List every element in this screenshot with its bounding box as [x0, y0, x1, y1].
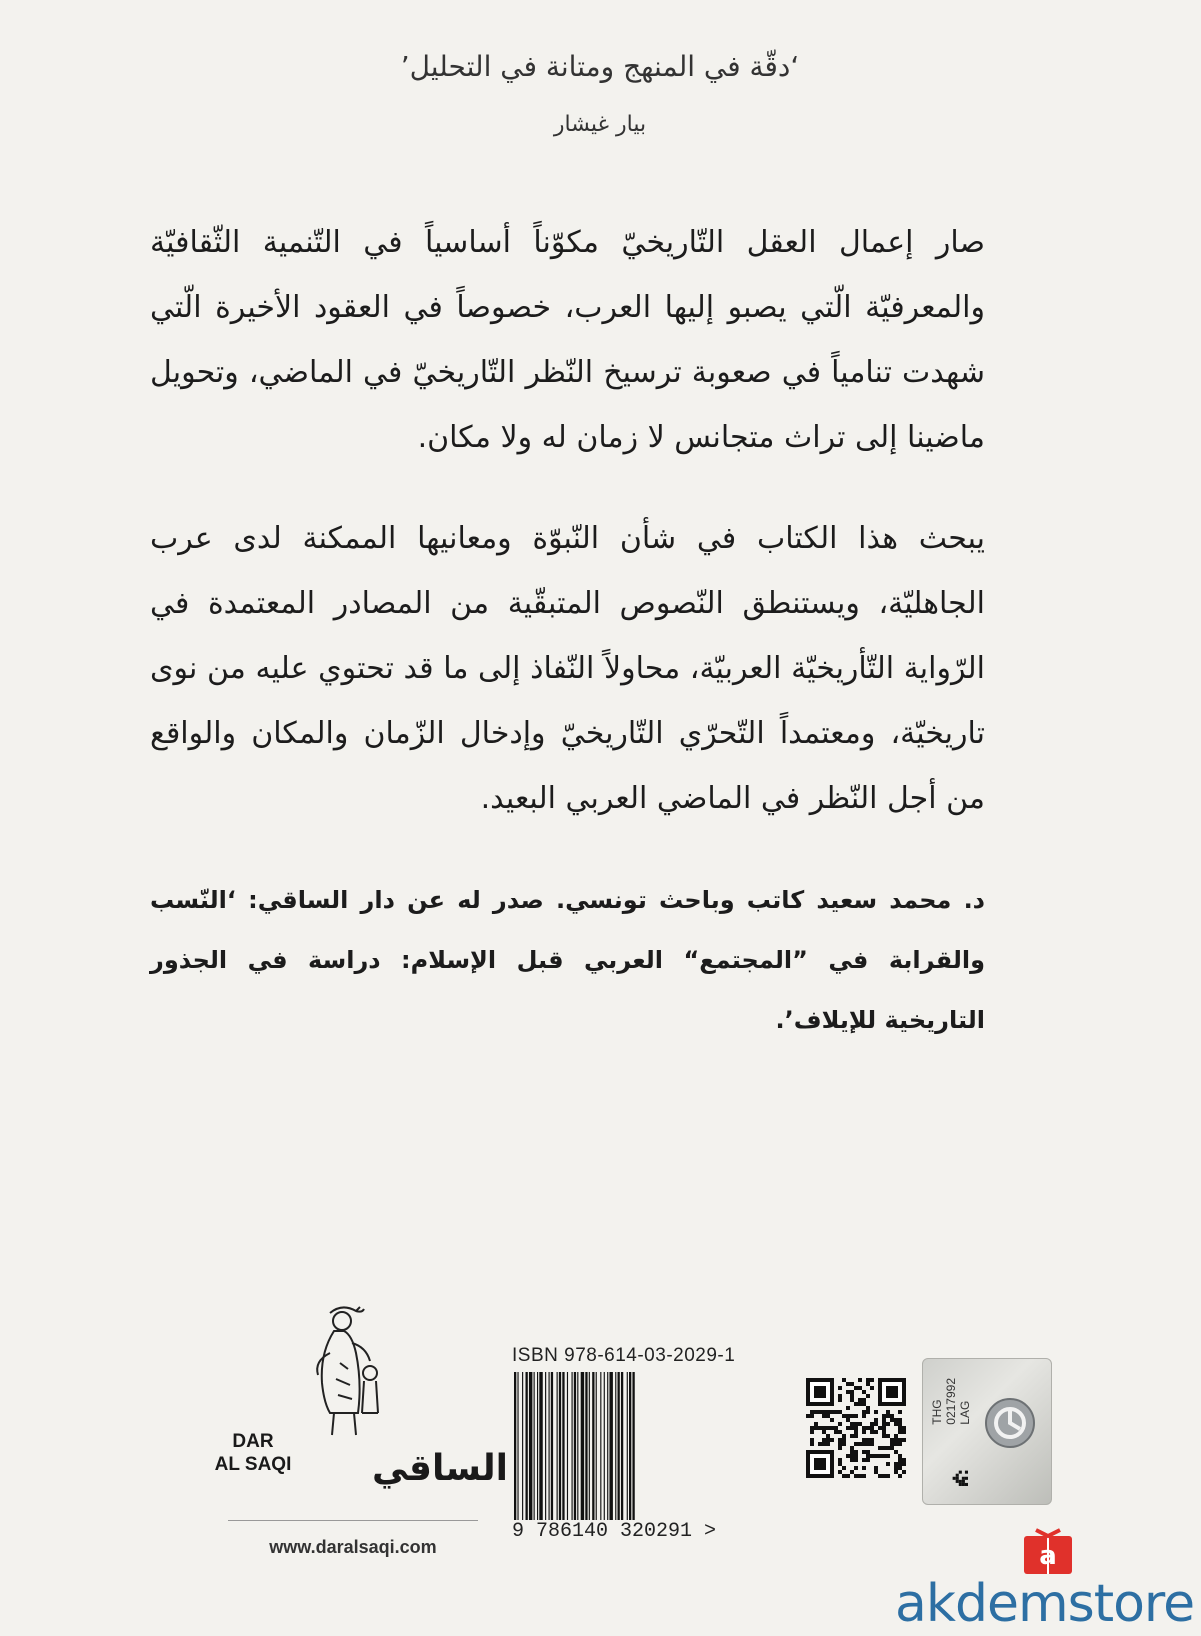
qr-module — [822, 1442, 826, 1446]
qr-module — [838, 1394, 842, 1398]
publisher-latin-name — [208, 1430, 298, 1476]
sticker-qr-code — [928, 1446, 968, 1486]
barcode-bar — [514, 1372, 516, 1520]
qr-module — [866, 1438, 870, 1442]
qr-module — [858, 1398, 862, 1402]
qr-module — [965, 1483, 968, 1486]
qr-module — [850, 1434, 854, 1438]
qr-module — [862, 1458, 866, 1462]
qr-module — [894, 1422, 898, 1426]
qr-module — [902, 1430, 906, 1434]
qr-module — [854, 1386, 858, 1390]
qr-module — [862, 1442, 866, 1446]
qr-module — [858, 1378, 862, 1382]
qr-module — [894, 1418, 898, 1422]
qr-module — [898, 1422, 902, 1426]
qr-module — [850, 1414, 854, 1418]
qr-module — [842, 1466, 846, 1470]
publisher-name-line-2: AL SAQI — [214, 1454, 292, 1475]
qr-module — [858, 1474, 862, 1478]
synopsis-paragraph-1: صار إعمال العقل التّاريخيّ مكوّناً أساسياً في التّنمية الثّقافيّة والمعرفيّة الّتي يصبو إليها العرب، خصوصاً في العقود الأخيرة الّتي شهدت تنامياً في صعوبة ترسيخ النّظر التّاريخيّ في الماضي، وتحويل ماضينا إلى تراث متجانس لا زمان له ولا مكان. — [150, 225, 985, 455]
qr-module — [898, 1458, 902, 1462]
qr-module — [894, 1442, 898, 1446]
qr-module — [894, 1466, 898, 1470]
qr-module — [834, 1426, 838, 1430]
qr-module — [830, 1418, 834, 1422]
qr-module — [874, 1418, 878, 1422]
barcode-bar — [629, 1372, 631, 1520]
qr-module — [866, 1454, 870, 1458]
author-bio: د. محمد سعيد كاتب وباحث تونسي. صدر له عن دار الساقي: ‘النّسب والقرابة في ”المجتمع“ العربي قبل الإسلام: دراسة في الجذور التاريخية للإيلاف’. — [150, 886, 985, 1034]
barcode-bar — [615, 1372, 616, 1520]
qr-module — [858, 1422, 862, 1426]
qr-module — [842, 1434, 846, 1438]
barcode — [512, 1372, 742, 1520]
qr-module — [882, 1454, 886, 1458]
qr-finder-module — [814, 1386, 826, 1398]
qr-module — [850, 1458, 854, 1462]
barcode-digits: 9 786140 320291 > — [512, 1520, 717, 1543]
qr-module — [846, 1390, 850, 1394]
qr-module — [874, 1422, 878, 1426]
qr-module — [874, 1466, 878, 1470]
qr-module — [850, 1390, 854, 1394]
barcode-bar — [589, 1372, 590, 1520]
qr-module — [882, 1474, 886, 1478]
qr-module — [838, 1470, 842, 1474]
qr-finder-module — [814, 1458, 826, 1470]
qr-module — [846, 1426, 850, 1430]
sticker-code — [930, 1378, 970, 1425]
qr-module — [866, 1458, 870, 1462]
qr-module — [870, 1386, 874, 1390]
synopsis-paragraph-2: يبحث هذا الكتاب في شأن النّبوّة ومعانيها الممكنة لدى عرب الجاهليّة، ويستنطق النّصوص المتبقّية من المصادر المعتمدة في الرّواية التّأريخيّة العربيّة، محاولاً النّفاذ إلى ما قد تحتوي عليه من نوى تاريخيّة، ومعتمداً التّحرّي التّاريخيّ وإدخال الزّمان والمكان والواقع من أجل النّظر في الماضي العربي البعيد. — [150, 521, 985, 816]
qr-module — [870, 1430, 874, 1434]
qr-module — [902, 1470, 906, 1474]
qr-module — [890, 1438, 894, 1442]
qr-module — [854, 1454, 858, 1458]
qr-module — [822, 1410, 826, 1414]
qr-module — [878, 1454, 882, 1458]
barcode-bar — [596, 1372, 597, 1520]
qr-module — [862, 1450, 866, 1454]
qr-module — [894, 1462, 898, 1466]
qr-module — [838, 1386, 842, 1390]
barcode-bar — [537, 1372, 538, 1520]
barcode-bar — [529, 1372, 532, 1520]
qr-module — [882, 1414, 886, 1418]
qr-module — [854, 1434, 858, 1438]
qr-module — [854, 1426, 858, 1430]
sticker-code-line-1: THG — [930, 1399, 944, 1425]
divider — [228, 1520, 478, 1521]
qr-module — [959, 1471, 962, 1474]
qr-module — [882, 1434, 886, 1438]
qr-module — [874, 1410, 878, 1414]
quote-author: بيار غيشار — [553, 112, 647, 137]
qr-module — [890, 1442, 894, 1446]
sticker-code-line-2: 0217992 — [944, 1378, 958, 1425]
qr-module — [866, 1406, 870, 1410]
qr-module — [890, 1446, 894, 1450]
hologram-emblem-icon — [982, 1395, 1038, 1451]
store-book-icon — [1018, 1518, 1078, 1578]
qr-module — [862, 1426, 866, 1430]
publisher-arabic-logo: الساقي — [371, 1448, 508, 1489]
qr-module — [854, 1402, 858, 1406]
qr-module — [898, 1418, 902, 1422]
qr-module — [842, 1414, 846, 1418]
qr-module — [826, 1438, 830, 1442]
qr-module — [898, 1454, 902, 1458]
qr-module — [866, 1394, 870, 1398]
qr-module — [838, 1398, 842, 1402]
qr-module — [898, 1426, 902, 1430]
qr-module — [886, 1422, 890, 1426]
qr-module — [886, 1446, 890, 1450]
barcode-bar — [618, 1372, 620, 1520]
barcode-bar — [574, 1372, 576, 1520]
qr-module — [878, 1474, 882, 1478]
barcode-bar — [562, 1372, 564, 1520]
publisher-name-line-1: DAR — [232, 1431, 274, 1452]
qr-module — [810, 1442, 814, 1446]
qr-module — [902, 1462, 906, 1466]
qr-module — [870, 1422, 874, 1426]
qr-module — [850, 1394, 854, 1398]
barcode-bar — [585, 1372, 587, 1520]
qr-module — [826, 1410, 830, 1414]
qr-module — [850, 1454, 854, 1458]
qr-module — [862, 1398, 866, 1402]
qr-module — [818, 1442, 822, 1446]
qr-module — [826, 1442, 830, 1446]
barcode-bar — [604, 1372, 605, 1520]
qr-module — [866, 1442, 870, 1446]
qr-module — [862, 1430, 866, 1434]
qr-module — [862, 1438, 866, 1442]
qr-code — [806, 1378, 906, 1478]
qr-module — [898, 1430, 902, 1434]
qr-module — [846, 1414, 850, 1418]
qr-module — [822, 1426, 826, 1430]
barcode-bar — [632, 1372, 634, 1520]
qr-module — [810, 1414, 814, 1418]
barcode-bar — [581, 1372, 584, 1520]
qr-module — [842, 1378, 846, 1382]
qr-module — [894, 1470, 898, 1474]
qr-module — [850, 1426, 854, 1430]
qr-module — [870, 1438, 874, 1442]
qr-module — [956, 1480, 959, 1483]
qr-finder-module — [886, 1386, 898, 1398]
qr-module — [882, 1430, 886, 1434]
qr-module — [878, 1426, 882, 1430]
qr-module — [959, 1480, 962, 1483]
qr-module — [830, 1410, 834, 1414]
barcode-bar — [559, 1372, 561, 1520]
barcode-bar — [567, 1372, 568, 1520]
barcode-bar — [549, 1372, 550, 1520]
qr-module — [842, 1474, 846, 1478]
qr-module — [894, 1438, 898, 1442]
svg-text:a: a — [1039, 1541, 1057, 1571]
review-quote: ‘دقّة في المنهج ومتانة في التحليل’ — [400, 50, 800, 83]
qr-module — [842, 1438, 846, 1442]
qr-module — [898, 1438, 902, 1442]
qr-module — [858, 1402, 862, 1406]
qr-module — [965, 1477, 968, 1480]
qr-module — [854, 1458, 858, 1462]
qr-module — [886, 1474, 890, 1478]
publisher-website: www.daralsaqi.com — [269, 1537, 437, 1557]
barcode-bar — [545, 1372, 546, 1520]
qr-module — [814, 1426, 818, 1430]
qr-module — [834, 1430, 838, 1434]
qr-module — [959, 1483, 962, 1486]
qr-module — [854, 1466, 858, 1470]
qr-module — [874, 1454, 878, 1458]
qr-module — [862, 1474, 866, 1478]
qr-module — [818, 1426, 822, 1430]
qr-module — [854, 1442, 858, 1446]
barcode-bar — [600, 1372, 601, 1520]
qr-module — [846, 1382, 850, 1386]
qr-module — [850, 1446, 854, 1450]
qr-module — [822, 1414, 826, 1418]
qr-module — [850, 1450, 854, 1454]
barcode-bar — [517, 1372, 518, 1520]
qr-module — [890, 1418, 894, 1422]
qr-module — [962, 1483, 965, 1486]
qr-module — [886, 1462, 890, 1466]
publisher-figure-illustration — [300, 1303, 390, 1443]
qr-module — [846, 1454, 850, 1458]
qr-module — [902, 1426, 906, 1430]
barcode-bar — [609, 1372, 612, 1520]
qr-module — [814, 1422, 818, 1426]
qr-module — [826, 1426, 830, 1430]
qr-module — [882, 1446, 886, 1450]
qr-module — [838, 1442, 842, 1446]
qr-module — [965, 1471, 968, 1474]
barcode-bar — [557, 1372, 558, 1520]
barcode-bar — [539, 1372, 542, 1520]
qr-module — [902, 1458, 906, 1462]
qr-module — [806, 1414, 810, 1418]
qr-module — [838, 1446, 842, 1450]
qr-module — [953, 1477, 956, 1480]
sticker-code-line-3: LAG — [958, 1400, 972, 1425]
qr-module — [838, 1410, 842, 1414]
qr-module — [962, 1477, 965, 1480]
qr-module — [870, 1426, 874, 1430]
qr-module — [878, 1446, 882, 1450]
qr-module — [838, 1422, 842, 1426]
qr-module — [850, 1398, 854, 1402]
qr-module — [838, 1462, 842, 1466]
qr-module — [866, 1450, 870, 1454]
qr-module — [846, 1406, 850, 1410]
barcode-bar — [551, 1372, 553, 1520]
qr-module — [850, 1422, 854, 1426]
qr-module — [810, 1438, 814, 1442]
qr-module — [886, 1434, 890, 1438]
qr-module — [956, 1477, 959, 1480]
barcode-bar — [522, 1372, 523, 1520]
qr-module — [818, 1410, 822, 1414]
qr-module — [886, 1410, 890, 1414]
barcode-bar — [572, 1372, 573, 1520]
barcode-bar — [534, 1372, 535, 1520]
isbn-label: ISBN 978-614-03-2029-1 — [512, 1345, 736, 1366]
qr-module — [898, 1466, 902, 1470]
qr-module — [854, 1422, 858, 1426]
barcode-bar — [621, 1372, 623, 1520]
qr-module — [838, 1438, 842, 1442]
qr-module — [898, 1474, 902, 1478]
qr-module — [882, 1418, 886, 1422]
qr-module — [826, 1414, 830, 1418]
barcode-bar — [577, 1372, 578, 1520]
qr-module — [862, 1390, 866, 1394]
qr-module — [862, 1410, 866, 1414]
qr-module — [834, 1410, 838, 1414]
qr-module — [862, 1466, 866, 1470]
qr-module — [822, 1430, 826, 1434]
qr-module — [890, 1414, 894, 1418]
qr-module — [810, 1430, 814, 1434]
barcode-bar — [607, 1372, 608, 1520]
qr-module — [886, 1454, 890, 1458]
qr-module — [956, 1474, 959, 1477]
qr-module — [810, 1426, 814, 1430]
qr-module — [838, 1458, 842, 1462]
qr-module — [838, 1430, 842, 1434]
qr-module — [870, 1454, 874, 1458]
qr-module — [882, 1422, 886, 1426]
barcode-bar — [627, 1372, 628, 1520]
qr-module — [842, 1442, 846, 1446]
store-watermark: akdemstore — [895, 1574, 1195, 1634]
qr-module — [830, 1426, 834, 1430]
qr-module — [898, 1442, 902, 1446]
qr-module — [858, 1386, 862, 1390]
qr-module — [846, 1474, 850, 1478]
qr-module — [898, 1410, 902, 1414]
qr-module — [854, 1414, 858, 1418]
qr-module — [862, 1414, 866, 1418]
qr-module — [870, 1378, 874, 1382]
qr-module — [894, 1434, 898, 1438]
qr-module — [858, 1442, 862, 1446]
qr-module — [866, 1410, 870, 1414]
qr-module — [874, 1430, 878, 1434]
qr-module — [874, 1470, 878, 1474]
qr-module — [886, 1414, 890, 1418]
qr-module — [846, 1418, 850, 1422]
qr-module — [862, 1402, 866, 1406]
barcode-bar — [526, 1372, 528, 1520]
qr-module — [830, 1438, 834, 1442]
barcode-bar — [592, 1372, 594, 1520]
qr-module — [854, 1450, 858, 1454]
qr-module — [850, 1382, 854, 1386]
qr-module — [902, 1438, 906, 1442]
qr-module — [866, 1382, 870, 1386]
qr-module — [898, 1462, 902, 1466]
qr-module — [854, 1430, 858, 1434]
qr-module — [826, 1434, 830, 1438]
qr-module — [850, 1470, 854, 1474]
qr-module — [882, 1426, 886, 1430]
qr-module — [866, 1378, 870, 1382]
qr-module — [870, 1442, 874, 1446]
qr-module — [866, 1426, 870, 1430]
qr-module — [854, 1474, 858, 1478]
qr-module — [814, 1410, 818, 1414]
qr-module — [894, 1450, 898, 1454]
qr-module — [962, 1480, 965, 1483]
qr-module — [822, 1438, 826, 1442]
qr-module — [810, 1410, 814, 1414]
